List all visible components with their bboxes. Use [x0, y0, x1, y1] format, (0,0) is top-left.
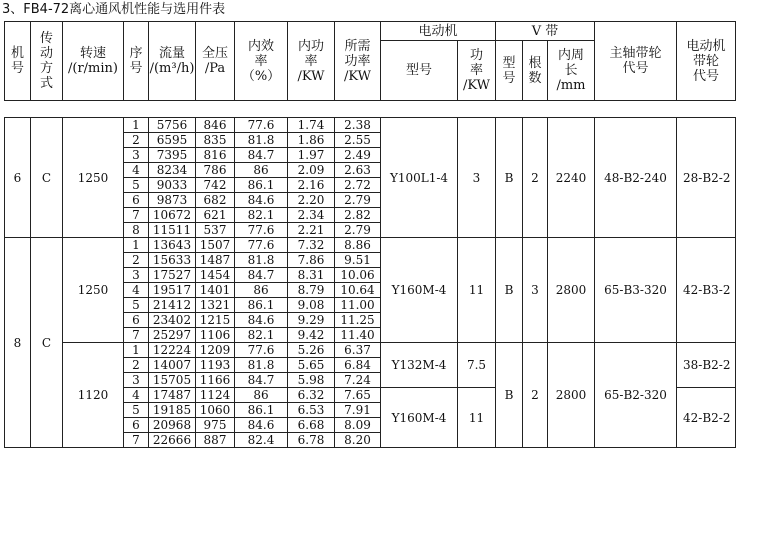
machine-no-cell: 6 — [5, 118, 31, 238]
internal-power-cell: 6.32 — [288, 388, 335, 403]
required-power-cell: 2.72 — [335, 178, 381, 193]
internal-power-cell: 7.86 — [288, 253, 335, 268]
efficiency-cell: 84.6 — [235, 418, 288, 433]
header-speed: 转速 /(r/min) — [63, 22, 124, 101]
header-seq: 序 号 — [124, 22, 149, 101]
belt-count-cell: 2 — [523, 118, 548, 238]
required-power-cell: 2.79 — [335, 223, 381, 238]
efficiency-cell: 82.1 — [235, 328, 288, 343]
flow-cell: 20968 — [149, 418, 196, 433]
main-pulley-cell: 65-B3-320 — [595, 238, 677, 343]
header-drive: 传 动 方 式 — [31, 22, 63, 101]
motor-model-cell: Y100L1-4 — [381, 118, 458, 238]
belt-count-cell: 2 — [523, 343, 548, 448]
pressure-cell: 1321 — [196, 298, 235, 313]
required-power-cell: 8.20 — [335, 433, 381, 448]
seq-cell: 5 — [124, 178, 149, 193]
flow-cell: 13643 — [149, 238, 196, 253]
header-required-power: 所需 功率 /KW — [335, 22, 381, 101]
belt-length-cell: 2800 — [548, 238, 595, 343]
flow-cell: 15705 — [149, 373, 196, 388]
flow-cell: 21412 — [149, 298, 196, 313]
internal-power-cell: 9.42 — [288, 328, 335, 343]
efficiency-cell: 84.7 — [235, 373, 288, 388]
internal-power-cell: 8.79 — [288, 283, 335, 298]
header-motor: 电动机 — [381, 22, 496, 41]
seq-cell: 6 — [124, 313, 149, 328]
machine-no-cell: 8 — [5, 238, 31, 448]
efficiency-cell: 86.1 — [235, 403, 288, 418]
pressure-cell: 1166 — [196, 373, 235, 388]
pressure-cell: 975 — [196, 418, 235, 433]
seq-cell: 1 — [124, 118, 149, 133]
header-vbelt: V 带 — [496, 22, 595, 41]
pressure-cell: 1106 — [196, 328, 235, 343]
required-power-cell: 2.82 — [335, 208, 381, 223]
main-pulley-cell: 65-B2-320 — [595, 343, 677, 448]
required-power-cell: 6.84 — [335, 358, 381, 373]
seq-cell: 3 — [124, 373, 149, 388]
seq-cell: 5 — [124, 298, 149, 313]
flow-cell: 6595 — [149, 133, 196, 148]
flow-cell: 11511 — [149, 223, 196, 238]
required-power-cell: 2.49 — [335, 148, 381, 163]
internal-power-cell: 2.21 — [288, 223, 335, 238]
motor-power-cell: 11 — [458, 388, 496, 448]
efficiency-cell: 86.1 — [235, 178, 288, 193]
motor-model-cell: Y160M-4 — [381, 238, 458, 343]
pressure-cell: 682 — [196, 193, 235, 208]
header-machine-no: 机 号 — [5, 22, 31, 101]
seq-cell: 2 — [124, 358, 149, 373]
performance-table — [4, 21, 736, 448]
seq-cell: 2 — [124, 253, 149, 268]
motor-pulley-cell: 42-B2-2 — [677, 388, 736, 448]
internal-power-cell: 2.09 — [288, 163, 335, 178]
header-belt-count: 根 数 — [523, 41, 548, 101]
internal-power-cell: 6.53 — [288, 403, 335, 418]
internal-power-cell: 1.74 — [288, 118, 335, 133]
flow-cell: 22666 — [149, 433, 196, 448]
seq-cell: 3 — [124, 268, 149, 283]
flow-cell: 8234 — [149, 163, 196, 178]
required-power-cell: 7.24 — [335, 373, 381, 388]
pressure-cell: 835 — [196, 133, 235, 148]
efficiency-cell: 82.1 — [235, 208, 288, 223]
motor-power-cell: 11 — [458, 238, 496, 343]
efficiency-cell: 86.1 — [235, 298, 288, 313]
pressure-cell: 816 — [196, 148, 235, 163]
required-power-cell: 2.55 — [335, 133, 381, 148]
internal-power-cell: 2.20 — [288, 193, 335, 208]
seq-cell: 4 — [124, 163, 149, 178]
efficiency-cell: 81.8 — [235, 133, 288, 148]
header-pressure: 全压 /Pa — [196, 22, 235, 101]
pressure-cell: 537 — [196, 223, 235, 238]
flow-cell: 23402 — [149, 313, 196, 328]
efficiency-cell: 84.6 — [235, 193, 288, 208]
pressure-cell: 1060 — [196, 403, 235, 418]
efficiency-cell: 77.6 — [235, 238, 288, 253]
flow-cell: 19185 — [149, 403, 196, 418]
pressure-cell: 1209 — [196, 343, 235, 358]
seq-cell: 2 — [124, 133, 149, 148]
flow-cell: 5756 — [149, 118, 196, 133]
flow-cell: 9033 — [149, 178, 196, 193]
header-motor-model: 型号 — [381, 41, 458, 101]
flow-cell: 7395 — [149, 148, 196, 163]
internal-power-cell: 8.31 — [288, 268, 335, 283]
table-row — [5, 238, 736, 253]
internal-power-cell: 6.68 — [288, 418, 335, 433]
header-main-pulley: 主轴带轮 代号 — [595, 22, 677, 101]
efficiency-cell: 84.6 — [235, 313, 288, 328]
efficiency-cell: 77.6 — [235, 343, 288, 358]
belt-type-cell: B — [496, 238, 523, 343]
required-power-cell: 9.51 — [335, 253, 381, 268]
internal-power-cell: 5.26 — [288, 343, 335, 358]
motor-pulley-cell: 38-B2-2 — [677, 343, 736, 388]
drive-cell: C — [31, 238, 63, 448]
efficiency-cell: 81.8 — [235, 253, 288, 268]
flow-cell: 10672 — [149, 208, 196, 223]
pressure-cell: 621 — [196, 208, 235, 223]
drive-cell: C — [31, 118, 63, 238]
speed-cell: 1250 — [63, 118, 124, 238]
efficiency-cell: 81.8 — [235, 358, 288, 373]
table-row — [5, 343, 736, 358]
required-power-cell: 11.40 — [335, 328, 381, 343]
efficiency-cell: 82.4 — [235, 433, 288, 448]
seq-cell: 4 — [124, 388, 149, 403]
flow-cell: 9873 — [149, 193, 196, 208]
speed-cell: 1250 — [63, 238, 124, 343]
seq-cell: 8 — [124, 223, 149, 238]
flow-cell: 12224 — [149, 343, 196, 358]
efficiency-cell: 84.7 — [235, 148, 288, 163]
motor-power-cell: 3 — [458, 118, 496, 238]
flow-cell: 15633 — [149, 253, 196, 268]
efficiency-cell: 77.6 — [235, 223, 288, 238]
main-pulley-cell: 48-B2-240 — [595, 118, 677, 238]
pressure-cell: 1193 — [196, 358, 235, 373]
internal-power-cell: 6.78 — [288, 433, 335, 448]
pressure-cell: 1401 — [196, 283, 235, 298]
seq-cell: 1 — [124, 238, 149, 253]
flow-cell: 19517 — [149, 283, 196, 298]
required-power-cell: 10.06 — [335, 268, 381, 283]
required-power-cell: 7.91 — [335, 403, 381, 418]
table-title: 3、FB4-72离心通风机性能与选用件表 — [2, 2, 226, 17]
motor-pulley-cell: 42-B3-2 — [677, 238, 736, 343]
seq-cell: 5 — [124, 403, 149, 418]
internal-power-cell: 9.08 — [288, 298, 335, 313]
internal-power-cell: 2.16 — [288, 178, 335, 193]
internal-power-cell: 5.65 — [288, 358, 335, 373]
header-belt-length: 内周 长 /mm — [548, 41, 595, 101]
seq-cell: 1 — [124, 343, 149, 358]
efficiency-cell: 86 — [235, 388, 288, 403]
motor-pulley-cell: 28-B2-2 — [677, 118, 736, 238]
flow-cell: 17527 — [149, 268, 196, 283]
required-power-cell: 11.25 — [335, 313, 381, 328]
pressure-cell: 1124 — [196, 388, 235, 403]
header-efficiency: 内效 率 （%） — [235, 22, 288, 101]
required-power-cell: 2.79 — [335, 193, 381, 208]
header-internal-power: 内功 率 /KW — [288, 22, 335, 101]
required-power-cell: 8.09 — [335, 418, 381, 433]
seq-cell: 7 — [124, 433, 149, 448]
motor-model-cell: Y132M-4 — [381, 343, 458, 388]
belt-length-cell: 2240 — [548, 118, 595, 238]
motor-power-cell: 7.5 — [458, 343, 496, 388]
required-power-cell: 2.63 — [335, 163, 381, 178]
internal-power-cell: 9.29 — [288, 313, 335, 328]
efficiency-cell: 86 — [235, 163, 288, 178]
header-motor-pulley: 电动机 带轮 代号 — [677, 22, 736, 101]
efficiency-cell: 77.6 — [235, 118, 288, 133]
table-row — [5, 118, 736, 133]
required-power-cell: 8.86 — [335, 238, 381, 253]
belt-count-cell: 3 — [523, 238, 548, 343]
seq-cell: 3 — [124, 148, 149, 163]
internal-power-cell: 7.32 — [288, 238, 335, 253]
internal-power-cell: 1.86 — [288, 133, 335, 148]
header-belt-type: 型 号 — [496, 41, 523, 101]
required-power-cell: 6.37 — [335, 343, 381, 358]
belt-type-cell: B — [496, 343, 523, 448]
internal-power-cell: 2.34 — [288, 208, 335, 223]
pressure-cell: 1454 — [196, 268, 235, 283]
efficiency-cell: 86 — [235, 283, 288, 298]
pressure-cell: 887 — [196, 433, 235, 448]
pressure-cell: 742 — [196, 178, 235, 193]
efficiency-cell: 84.7 — [235, 268, 288, 283]
seq-cell: 7 — [124, 328, 149, 343]
pressure-cell: 786 — [196, 163, 235, 178]
belt-length-cell: 2800 — [548, 343, 595, 448]
motor-model-cell: Y160M-4 — [381, 388, 458, 448]
seq-cell: 7 — [124, 208, 149, 223]
required-power-cell: 7.65 — [335, 388, 381, 403]
speed-cell: 1120 — [63, 343, 124, 448]
seq-cell: 6 — [124, 193, 149, 208]
required-power-cell: 10.64 — [335, 283, 381, 298]
header-flow: 流量 /(m³/h) — [149, 22, 196, 101]
required-power-cell: 2.38 — [335, 118, 381, 133]
internal-power-cell: 1.97 — [288, 148, 335, 163]
flow-cell: 17487 — [149, 388, 196, 403]
required-power-cell: 11.00 — [335, 298, 381, 313]
seq-cell: 6 — [124, 418, 149, 433]
header-motor-power: 功 率 /KW — [458, 41, 496, 101]
flow-cell: 25297 — [149, 328, 196, 343]
flow-cell: 14007 — [149, 358, 196, 373]
pressure-cell: 1487 — [196, 253, 235, 268]
pressure-cell: 1215 — [196, 313, 235, 328]
pressure-cell: 846 — [196, 118, 235, 133]
belt-type-cell: B — [496, 118, 523, 238]
pressure-cell: 1507 — [196, 238, 235, 253]
internal-power-cell: 5.98 — [288, 373, 335, 388]
seq-cell: 4 — [124, 283, 149, 298]
